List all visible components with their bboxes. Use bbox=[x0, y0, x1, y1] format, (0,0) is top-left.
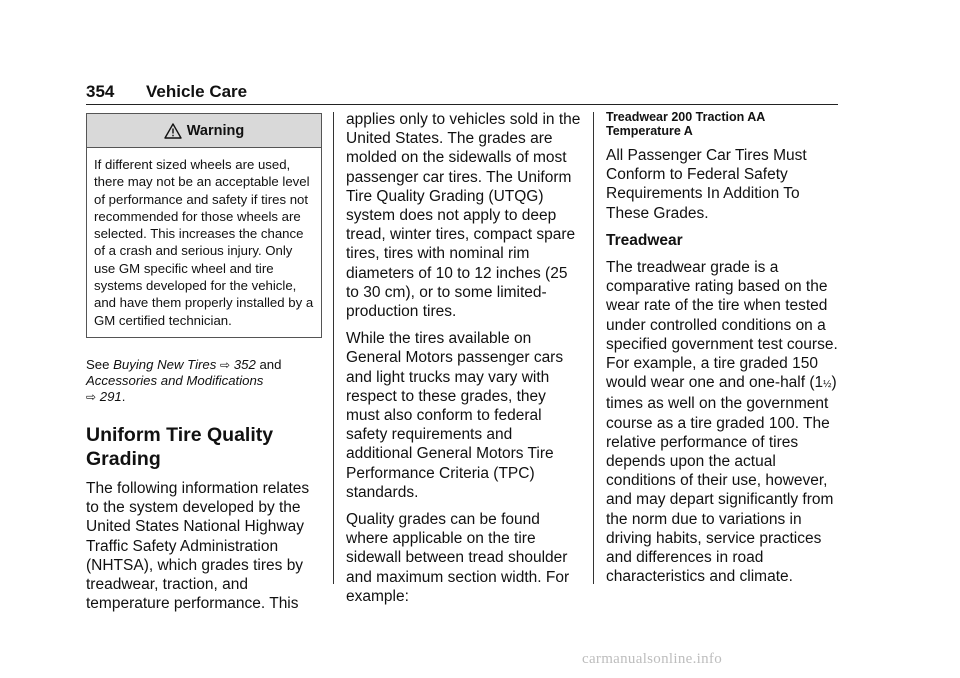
page-header bbox=[86, 82, 838, 105]
watermark: carmanualsonline.info bbox=[582, 651, 723, 667]
warning-header bbox=[87, 114, 321, 148]
column-divider bbox=[333, 112, 334, 584]
utqg-paragraph-3: Quality grades can be found where applicable on the tire sidewall between tread shoulder and maximum section width. For example: bbox=[346, 511, 570, 605]
utqg-paragraph-2: While the tires available on General Motors passenger cars and light trucks may vary with respect to these grades, they must also conform to federal safety requirements and additional General Motors Tire Performance Criteria (TPC) standards. bbox=[346, 330, 564, 501]
section-title: Vehicle Care bbox=[146, 82, 248, 101]
column-1 bbox=[86, 110, 322, 621]
page-ref-arrow-icon: ⇨ bbox=[220, 357, 231, 372]
utqg-heading: Uniform Tire Quality Grading bbox=[86, 423, 274, 470]
treadwear-paragraph bbox=[606, 258, 842, 586]
xref-page-352[interactable]: 352 bbox=[233, 356, 256, 372]
see-also bbox=[86, 357, 322, 405]
xref-page-291[interactable]: 291 bbox=[99, 388, 122, 404]
treadwear-text-b: ) times as well on the government course as a tire graded 100. The relative performance of tires depends upon the actual conditions of their use, however, and may depart significantly from the norm due to variations in driving habits, service practices and differences in road characteristics and climate. bbox=[606, 374, 837, 586]
page-ref-arrow-icon: ⇨ bbox=[86, 389, 97, 404]
utqg-paragraph-1: The following information relates to the system developed by the United States National Highway Traffic Safety Administration (NHTSA), which grades tires by treadwear, traction, and temperature performance. This bbox=[86, 479, 310, 613]
see-and: and bbox=[259, 356, 282, 372]
xref-buying-new-tires[interactable]: Buying New Tires bbox=[113, 356, 217, 372]
warning-text: If different sized wheels are used, there may not be an acceptable level of performance and safety if tires not recommended for those wheels are selected. This increases the chance of a crash and serious injury. Only use GM specific wheel and tire systems developed for the vehicle, and have them properly installed by a GM certified technician. bbox=[94, 157, 314, 328]
see-prefix: See bbox=[86, 356, 110, 372]
warning-title: Warning bbox=[186, 122, 245, 139]
column-divider bbox=[593, 112, 594, 584]
xref-accessories-modifications[interactable]: Accessories and Modifications bbox=[86, 372, 264, 388]
conformance-statement: All Passenger Car Tires Must Conform to Federal Safety Requirements In Addition To These Grades. bbox=[606, 147, 807, 222]
treadwear-text-a: The treadwear grade is a comparative rating based on the wear rate of the tire when tested under controlled conditions on a specified government test course. For example, a tire graded 150 would wear one and one-half (1 bbox=[606, 259, 838, 392]
page-number: 354 bbox=[86, 82, 115, 101]
column-3 bbox=[606, 110, 842, 594]
treadwear-heading: Treadwear bbox=[606, 231, 683, 249]
warning-box bbox=[86, 113, 322, 338]
see-end: . bbox=[121, 388, 126, 404]
grade-example: Treadwear 200 Traction AA Temperature A bbox=[606, 110, 765, 138]
treadwear-fraction: ½ bbox=[823, 379, 832, 391]
warning-triangle-icon bbox=[164, 123, 182, 139]
utqg-paragraph-1-continued: applies only to vehicles sold in the United States. The grades are molded on the sidewalls of most passenger car tires. The Uniform Tire Quality Grading (UTQG) system does not apply to deep tread, winter tires, compact spare tires, tires with nominal rim diameters of 10 to 12 inches (25 to 30 cm), or to some limited-production tires. bbox=[346, 111, 581, 321]
column-2 bbox=[346, 110, 582, 614]
